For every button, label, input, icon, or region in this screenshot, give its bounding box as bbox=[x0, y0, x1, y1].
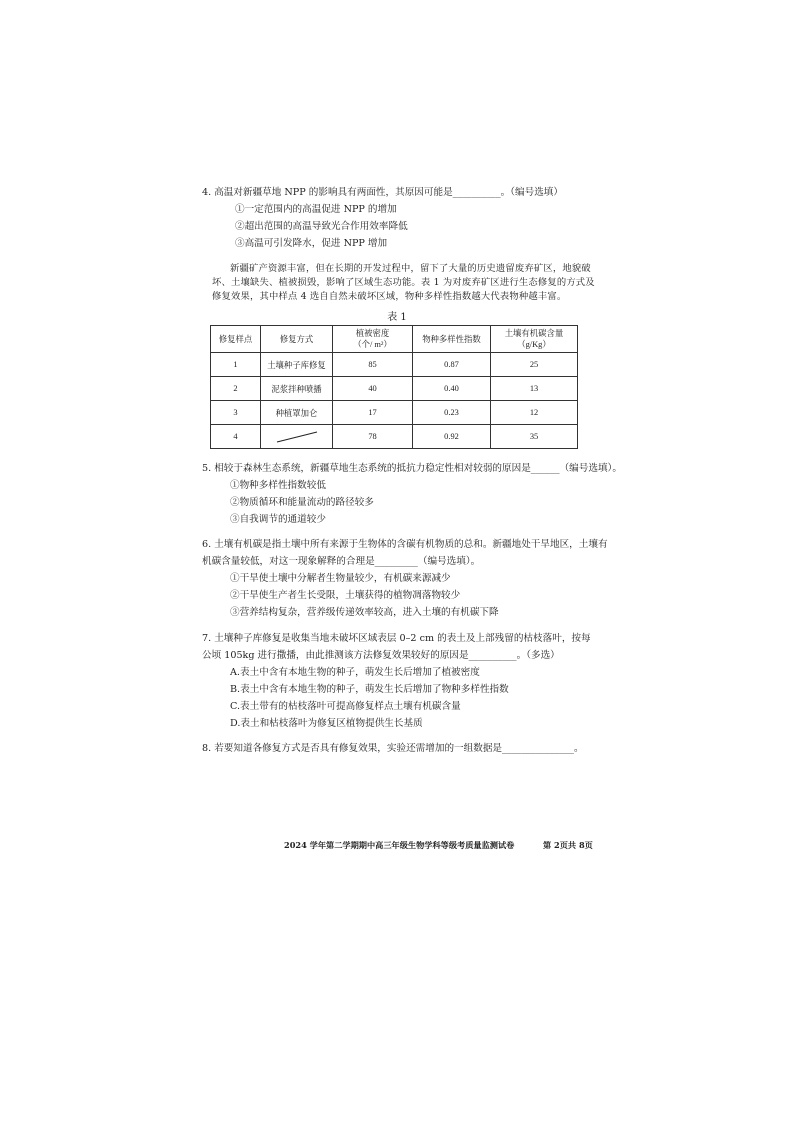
table-cell: 85 bbox=[333, 353, 413, 377]
header-cell: 修复样点 bbox=[211, 326, 261, 353]
option: ③高温可引发降水，促进 NPP 增加 bbox=[235, 238, 388, 249]
table-cell: 13 bbox=[491, 377, 578, 401]
table-row bbox=[211, 425, 578, 449]
option: ③自我调节的通道较少 bbox=[230, 514, 326, 525]
option: ①物种多样性指数较低 bbox=[230, 480, 326, 491]
table-caption: 表 1 bbox=[387, 312, 407, 323]
table-cell: 2 bbox=[211, 377, 261, 401]
table-cell: 25 bbox=[491, 353, 578, 377]
header-cell bbox=[491, 326, 578, 353]
footer-title: 2024 学年第二学期期中高三年级生物学科等级考质量监测试卷 bbox=[284, 840, 515, 850]
passage-line: 修复效果，其中样点 4 选自自然未破坏区域，物种多样性指数越大代表物种越丰富。 bbox=[212, 291, 567, 302]
option: ①一定范围内的高温促进 NPP 的增加 bbox=[235, 204, 397, 215]
question-stem: 4. 高温对新疆草地 NPP 的影响具有两面性，其原因可能是__________。（编号选填） bbox=[202, 187, 563, 198]
header-unit: （g/Kg） bbox=[517, 340, 551, 349]
option: A.表土中含有本地生物的种子，萌发生长后增加了植被密度 bbox=[230, 667, 480, 678]
passage-line: 新疆矿产资源丰富，但在长期的开发过程中，留下了大量的历史遗留废弃矿区，地貌破 bbox=[230, 263, 591, 274]
table-cell: 17 bbox=[333, 401, 413, 425]
option: ③营养结构复杂，营养级传递效率较高，进入土壤的有机碳下降 bbox=[230, 607, 499, 618]
question-6 bbox=[202, 536, 608, 621]
option: ②干旱使生产者生长受限，土壤获得的植物凋落物较少 bbox=[230, 590, 461, 601]
option: C.表土带有的枯枝落叶可提高修复样点土壤有机碳含量 bbox=[230, 701, 461, 712]
table-row bbox=[211, 401, 578, 425]
header-cell: 物种多样性指数 bbox=[413, 326, 491, 353]
option: ②物质循环和能量流动的路径较多 bbox=[230, 497, 374, 508]
header-unit: （个/ m²） bbox=[353, 340, 392, 349]
question-stem: 8. 若要知道各修复方式是否具有修复效果，实验还需增加的一组数据是_______________。 bbox=[202, 743, 584, 754]
repair-effect-table bbox=[210, 325, 578, 449]
page-number: 第 2页共 8页 bbox=[543, 840, 593, 850]
table-cell: 泥浆拌种喷播 bbox=[261, 377, 333, 401]
question-8 bbox=[202, 740, 602, 757]
header-text: 植被密度 bbox=[355, 329, 390, 338]
table-cell-slash bbox=[261, 425, 333, 449]
table-cell: 3 bbox=[211, 401, 261, 425]
table-cell: 0.23 bbox=[413, 401, 491, 425]
header-cell bbox=[333, 326, 413, 353]
question-stem: 机碳含量较低，对这一现象解释的合理是_________（编号选填）。 bbox=[202, 556, 481, 567]
table-cell: 1 bbox=[211, 353, 261, 377]
table-cell: 40 bbox=[333, 377, 413, 401]
table-cell: 土壤种子库修复 bbox=[261, 353, 333, 377]
question-5 bbox=[202, 460, 622, 528]
passage-line: 坏、土壤缺失、植被损毁，影响了区域生态功能。表 1 为对废弃矿区进行生态修复的方式及 bbox=[212, 277, 595, 288]
table-cell: 0.87 bbox=[413, 353, 491, 377]
question-stem: 公顷 105kg 进行撒播，由此推测该方法修复效果较好的原因是__________。（多选） bbox=[202, 650, 560, 661]
table-header-row bbox=[211, 326, 578, 353]
table-cell: 12 bbox=[491, 401, 578, 425]
table-cell: 78 bbox=[333, 425, 413, 449]
option: B.表土中含有本地生物的种子，萌发生长后增加了物种多样性指数 bbox=[230, 684, 509, 695]
question-7 bbox=[202, 630, 602, 732]
question-4 bbox=[202, 184, 602, 252]
table-cell: 0.92 bbox=[413, 425, 491, 449]
question-stem: 7. 土壤种子库修复是收集当地未破坏区域表层 0–2 cm 的表土及上部残留的枯枝落叶，按每 bbox=[202, 633, 591, 644]
reading-passage bbox=[212, 259, 604, 307]
diagonal-slash-icon bbox=[275, 430, 319, 444]
table-row bbox=[211, 377, 578, 401]
table-cell: 0.40 bbox=[413, 377, 491, 401]
table-cell: 35 bbox=[491, 425, 578, 449]
table-cell: 种植罩加仑 bbox=[261, 401, 333, 425]
table-cell: 4 bbox=[211, 425, 261, 449]
option: ①干旱使土壤中分解者生物量较少，有机碳来源减少 bbox=[230, 573, 451, 584]
question-stem: 6. 土壤有机碳是指土壤中所有来源于生物体的含碳有机物质的总和。新疆地处干旱地区，土壤有 bbox=[202, 539, 608, 550]
option: D.表土和枯枝落叶为修复区植物提供生长基质 bbox=[230, 718, 423, 729]
question-stem: 5. 相较于森林生态系统，新疆草地生态系统的抵抗力稳定性相对较弱的原因是______（编号选填）。 bbox=[202, 463, 622, 474]
table-row bbox=[211, 353, 578, 377]
header-text: 土壤有机碳含量 bbox=[504, 329, 564, 338]
header-cell: 修复方式 bbox=[261, 326, 333, 353]
option: ②超出范围的高温导致光合作用效率降低 bbox=[235, 221, 408, 232]
